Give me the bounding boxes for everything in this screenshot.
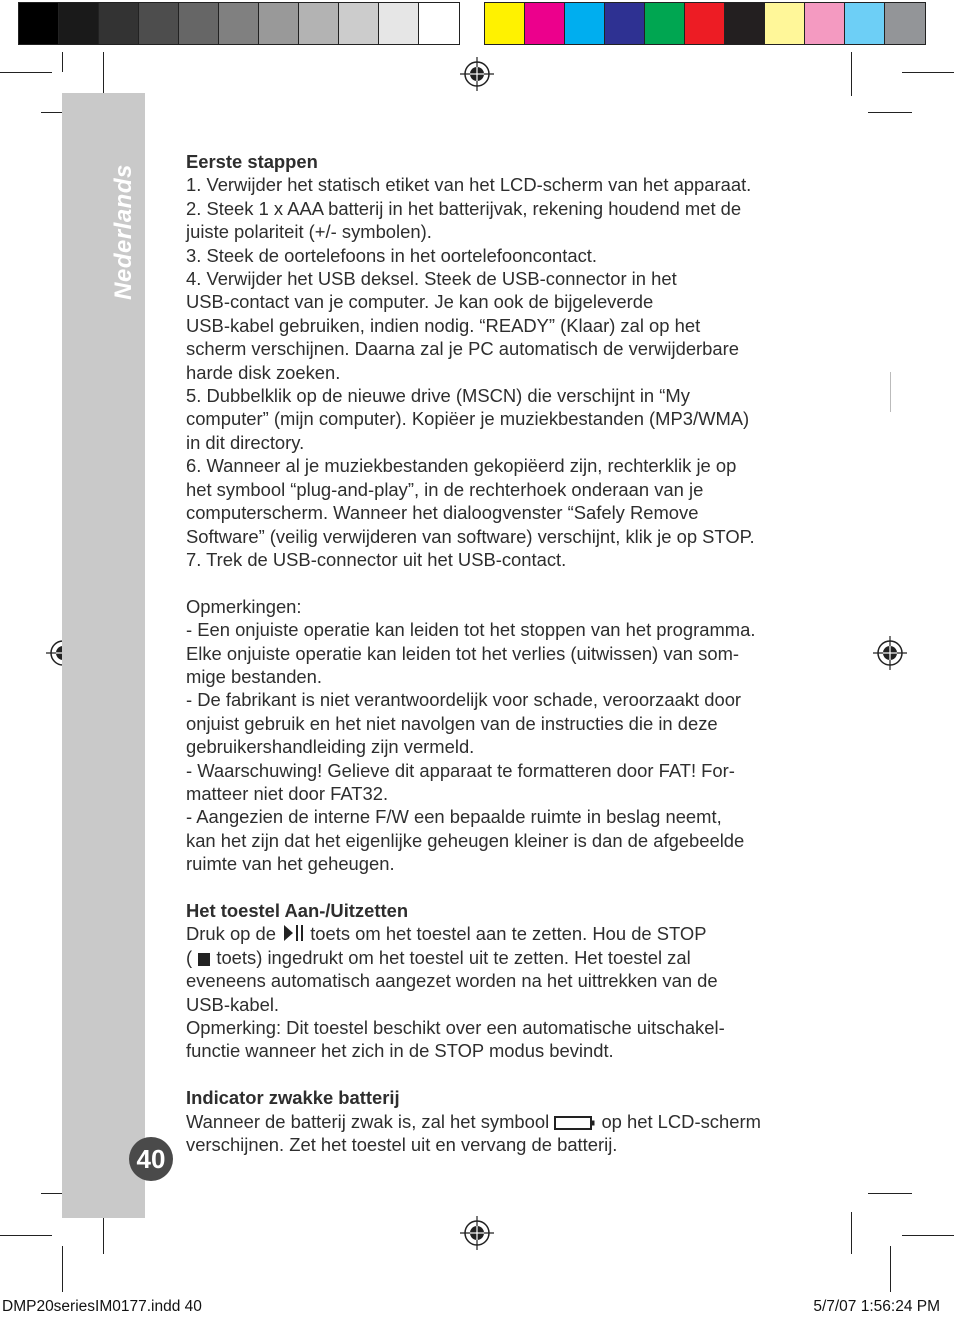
text-line: juiste polariteit (+/- symbolen). (186, 221, 432, 243)
text-line: verschijnen. Zet het toestel uit en vervang de batterij. (186, 1134, 618, 1156)
crop-mark (902, 1235, 954, 1236)
crop-mark (0, 1235, 52, 1236)
section-heading: Het toestel Aan-/Uitzetten (186, 899, 409, 921)
text-line: ( toets) ingedrukt om het toestel uit te zetten. Het toestel zal (186, 946, 691, 968)
section-heading: Eerste stappen (186, 151, 318, 172)
text-line: - Een onjuiste operatie kan leiden tot het stoppen van het programma. (186, 619, 756, 641)
registration-mark-icon (873, 636, 907, 670)
text-line: Wanneer de batterij zwak is, zal het symbool op het LCD-scherm (186, 1110, 761, 1132)
text-line: USB-kabel gebruiken, indien nodig. “READY” (Klaar) zal op het (186, 314, 701, 336)
color-swatch (485, 3, 525, 44)
color-swatch (379, 3, 419, 44)
low-battery-icon (554, 1115, 596, 1131)
text-line: USB-kabel. (186, 993, 280, 1015)
color-swatch (525, 3, 565, 44)
file-slug-right: 5/7/07 1:56:24 PM (813, 1298, 940, 1315)
text-line: harde disk zoeken. (186, 361, 341, 383)
crop-mark (902, 72, 954, 73)
crop-mark (868, 1193, 912, 1194)
color-swatch (179, 3, 219, 44)
color-swatch (339, 3, 379, 44)
text-line: scherm verschijnen. Daarna zal je PC automatisch de verwijderbare (186, 338, 739, 360)
crop-mark (62, 1246, 63, 1292)
text-line: 5. Dubbelklik op de nieuwe drive (MSCN) die verschijnt in “My (186, 385, 690, 407)
color-swatch (725, 3, 765, 44)
color-swatch (219, 3, 259, 44)
color-swatch (419, 3, 459, 44)
text-line: het symbool “plug-and-play”, in de rechterhoek onderaan van je (186, 478, 704, 500)
text-line: Opmerking: Dit toestel beschikt over een automatische uitschakel- (186, 1017, 725, 1038)
text-line: eveneens automatisch aangezet worden na het uittrekken van de (186, 970, 718, 992)
text-line: matteer niet door FAT32. (186, 782, 389, 804)
color-swatch (99, 3, 139, 44)
grayscale-color-bar (18, 2, 460, 45)
text-line: - Aangezien de interne F/W een bepaalde ruimte in beslag neemt, (186, 806, 722, 828)
crop-mark (0, 72, 52, 73)
crop-mark (851, 52, 852, 96)
color-swatch (885, 3, 925, 44)
crop-mark (103, 52, 104, 96)
crop-mark (851, 1212, 852, 1254)
text-line: mige bestanden. (186, 665, 322, 687)
section-body (186, 969, 816, 1063)
color-swatch (19, 3, 59, 44)
text-line: Druk op de toets om het toestel aan te zetten. Hou de STOP (186, 923, 707, 945)
registration-mark-icon (460, 57, 494, 91)
text-line: 3. Steek de oortelefoons in het oortelefooncontact. (186, 244, 598, 266)
text-line: Elke onjuiste operatie kan leiden tot het verlies (uitwissen) van som- (186, 642, 740, 664)
file-slug-left: DMP20seriesIM0177.indd 40 (2, 1298, 202, 1315)
text-line: USB-contact van je computer. Je kan ook de bijgeleverde (186, 291, 654, 313)
color-swatch (59, 3, 99, 44)
text-line: 6. Wanneer al je muziekbestanden gekopiëerd zijn, rechterklik je op (186, 455, 737, 477)
text-line: - Waarschuwing! Gelieve dit apparaat te formatteren door FAT! For- (186, 759, 735, 781)
section-heading: Indicator zwakke batterij (186, 1087, 400, 1109)
color-swatch (259, 3, 299, 44)
color-swatch (765, 3, 805, 44)
registration-mark-icon (460, 1216, 494, 1250)
color-swatch (299, 3, 339, 44)
color-swatch (605, 3, 645, 44)
stop-icon (197, 951, 211, 967)
text-line: 1. Verwijder het statisch etiket van het LCD-scherm van het apparaat. (186, 174, 752, 196)
text-line: computer” (mijn computer). Kopiëer je muziekbestanden (MP3/WMA) (186, 408, 750, 430)
page-number-badge: 40 (129, 1137, 173, 1181)
section-heading: Opmerkingen: (186, 595, 302, 617)
crop-mark (868, 112, 912, 113)
text-line: ruimte van het geheugen. (186, 853, 395, 875)
color-swatch (139, 3, 179, 44)
crop-mark (103, 1212, 104, 1254)
color-swatch (565, 3, 605, 44)
color-swatch (805, 3, 845, 44)
text-line: - De fabrikant is niet verantwoordelijk voor schade, veroorzaakt door (186, 689, 742, 711)
text-line: 7. Trek de USB-connector uit het USB-contact. (186, 548, 567, 570)
side-language-title: Nederlands (110, 164, 137, 300)
crop-mark (62, 52, 63, 72)
color-swatch (845, 3, 885, 44)
section-body (186, 618, 816, 875)
play-pause-icon (281, 923, 305, 943)
cmyk-color-bar (484, 2, 926, 45)
text-line: kan het zijn dat het eigenlijke geheugen kleiner is dan de afgebeelde (186, 829, 745, 851)
text-line: Software” (veilig verwijderen van software) verschijnt, klik je op STOP. (186, 525, 755, 547)
text-line: in dit directory. (186, 431, 305, 453)
text-line: computerscherm. Wanneer het dialoogvenster “Safely Remove (186, 502, 699, 524)
page-content (186, 150, 816, 1156)
text-line: onjuist gebruik en het niet navolgen van de instructies die in deze (186, 712, 718, 734)
text-line: gebruikershandleiding zijn vermeld. (186, 736, 475, 758)
color-swatch (685, 3, 725, 44)
color-swatch (645, 3, 685, 44)
text-line: functie wanneer het zich in de STOP modus bevindt. (186, 1040, 614, 1062)
text-line: 4. Verwijder het USB deksel. Steek de USB-connector in het (186, 268, 677, 290)
text-line: 2. Steek 1 x AAA batterij in het batterijvak, rekening houdend met de (186, 197, 742, 219)
section-body (186, 173, 816, 571)
crop-mark (890, 1246, 891, 1292)
edge-mark (890, 372, 891, 412)
